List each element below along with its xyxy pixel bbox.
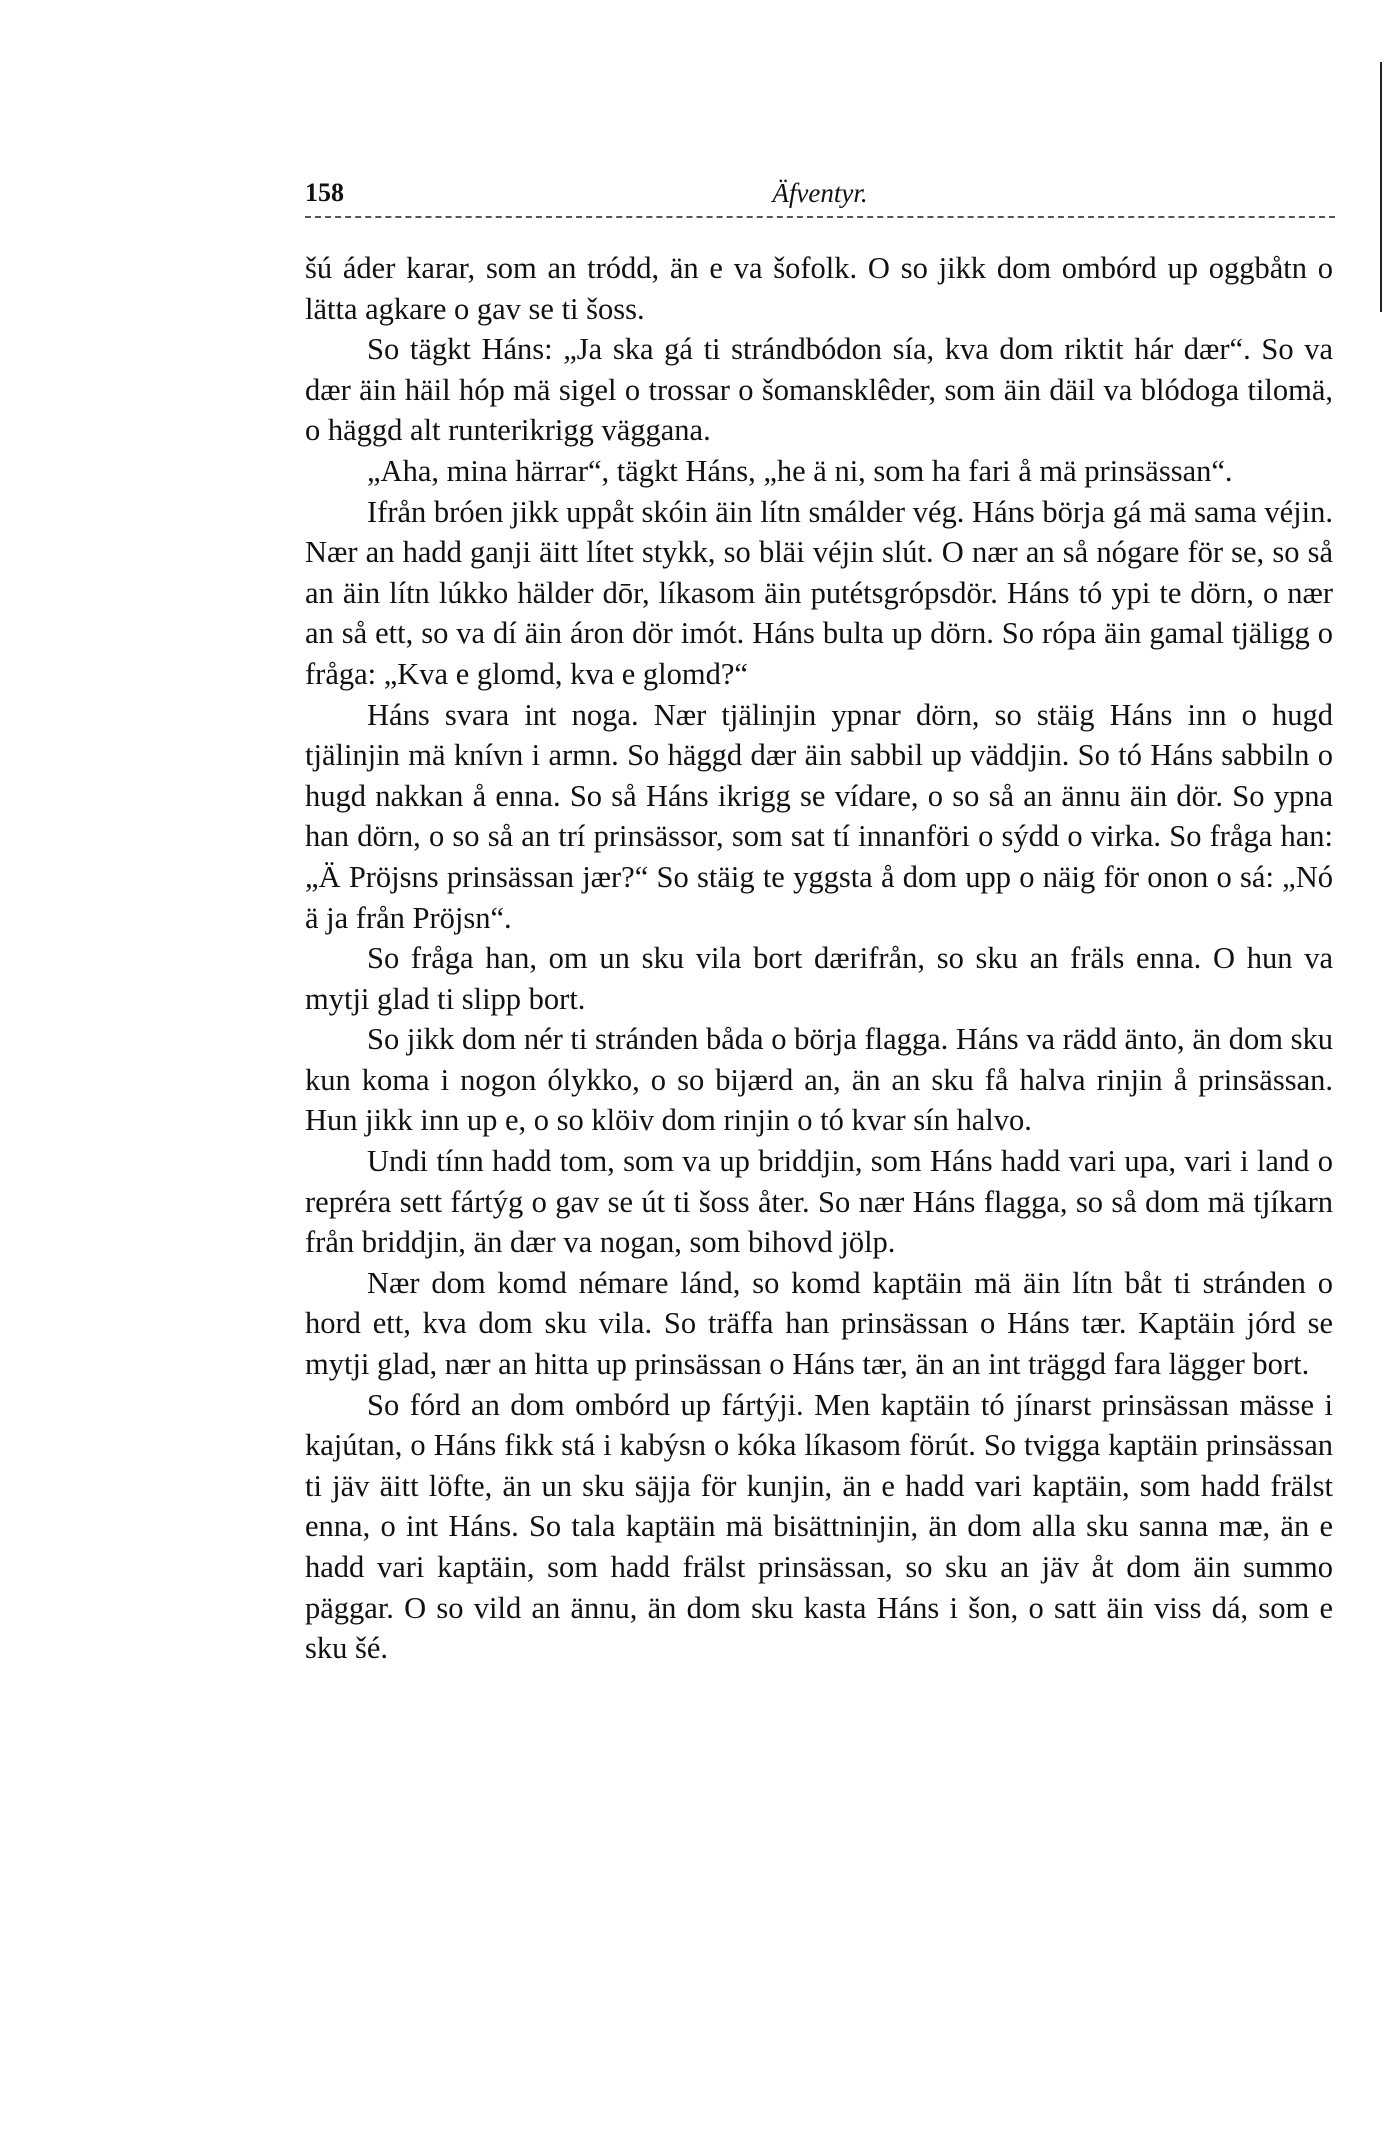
- header-rule: [305, 216, 1335, 218]
- body-text: [305, 248, 1333, 1669]
- paragraph: Háns svara int noga. Nær tjälinjin ypnar dörn, so stäig Háns inn o hugd tjälinjin mä knívn i armn. So häggd dær äin sabbil up väddjin. So tó Háns sabbiln o hugd nakkan å enna. So så Háns ikrigg se vídare, o so så an ännu äin dör. So ypna han dörn, o so så an trí prinsässor, som sat tí innanföri o sýdd o virka. So fråga han: „Ä Pröjsns prinsässan jær?“ So stäig te yggsta å dom upp o näig för onon o sá: „Nó ä ja från Pröjsn“.: [305, 697, 1333, 935]
- page-header: [305, 178, 1335, 218]
- paragraph: šú áder karar, som an tródd, än e va šofolk. O so jikk dom ombórd up oggbåtn o lätta agkare o gav se ti šoss.: [305, 251, 1333, 326]
- paragraph: „Aha, mina härrar“, tägkt Háns, „he ä ni, som ha fari å mä prinsässan“.: [367, 453, 1233, 488]
- paragraph: Undi tínn hadd tom, som va up briddjin, som Háns hadd vari upa, vari i land o repréra sett fártýg o gav se út ti šoss åter. So nær Háns flagga, so så dom mä tjíkarn från briddjin, än dær va nogan, som bihovd jölp.: [305, 1144, 1333, 1260]
- paragraph: So tägkt Háns: „Ja ska gá ti strándbódon sía, kva dom riktit hár dær“. So va dær äin häil hóp mä sigel o trossar o šomansklêder, som äin däil va blódoga tilomä, o häggd alt runterikrigg väggana.: [305, 332, 1333, 448]
- paragraph: Ifrån bróen jikk uppåt skóin äin lítn smálder vég. Háns börja gá mä sama véjin. Nær an hadd ganji äitt lítet stykk, so bläi véjin slút. O nær an så nógare för se, so så an äin lítn lúkko hälder dōr, líkasom äin putétsgrópsdör. Háns tó ypi te dörn, o nær an så ett, so va dí äin áron dör imót. Háns bulta up dörn. So rópa äin gamal tjäligg o fråga: „Kva e glomd, kva e glomd?“: [305, 494, 1333, 691]
- page-number: 158: [305, 178, 344, 207]
- paragraph: Nær dom komd némare lánd, so komd kaptäin mä äin lítn båt ti stránden o hord ett, kva dom sku vila. So träffa han prinsässan o Háns tær. Kaptäin jórd se mytji glad, nær an hitta up prinsässan o Háns tær, än an int träggd fara lägger bort.: [305, 1265, 1333, 1382]
- paragraph: So jikk dom nér ti stránden båda o börja flagga. Háns va rädd änto, än dom sku kun koma i nogon ólykko, o so bijærd an, än an sku få halva rinjin å prinsässan. Hun jikk inn up e, o so klöiv dom rinjin o tó kvar sín halvo.: [305, 1022, 1333, 1138]
- page-edge-mark: [1380, 62, 1382, 312]
- paragraph: So fórd an dom ombórd up fártýji. Men kaptäin tó jínarst prinsässan mässe i kajútan, o Háns fikk stá i kabýsn o kóka líkasom förút. So tvigga kaptäin prinsässan ti jäv äitt löfte, än un sku säjja för kunjin, än e hadd vari kaptäin, som hadd frälst enna, o int Háns. So tala kaptäin mä bisättninjin, än dom alla sku sanna mæ, än e hadd vari kaptäin, som hadd frälst prinsässan, so sku an jäv åt dom äin summo päggar. O so vild an ännu, än dom sku kasta Háns i šon, o satt äin viss dá, som e sku šé.: [305, 1387, 1333, 1666]
- running-title: Äfventyr.: [772, 178, 868, 208]
- paragraph: So fråga han, om un sku vila bort dærifrån, so sku an fräls enna. O hun va mytji glad ti slipp bort.: [305, 941, 1333, 1016]
